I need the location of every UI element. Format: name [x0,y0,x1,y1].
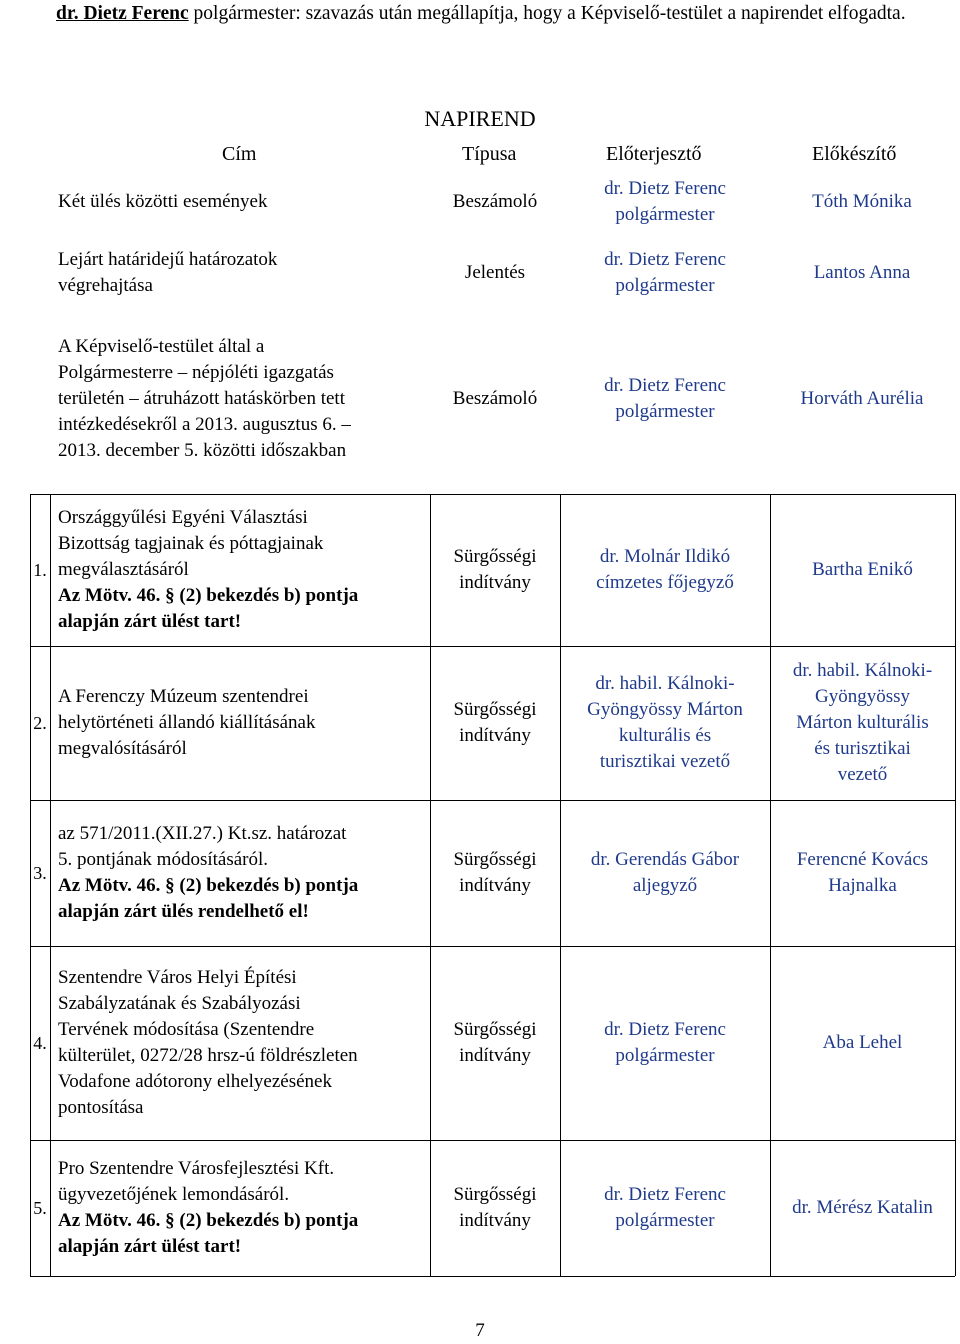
text-line: intézkedésekről a 2013. augusztus 6. – [58,414,351,435]
item-number: 1. [33,560,47,580]
item-number: 2. [33,713,47,733]
text-line: Lantos Anna [813,262,911,283]
header-cim: Cím [222,143,257,165]
text-line: dr. Dietz Ferenc [604,178,726,199]
text-line: dr. habil. Kálnoki- [792,660,933,681]
text-line: A Képviselő-testület által a [58,336,265,357]
text-line: A Ferenczy Múzeum szentendrei [58,686,309,707]
pre-item-preparer-text [801,386,924,412]
text-line: Gyöngyössy [814,686,910,707]
text-line: dr. Dietz Ferenc [604,249,726,270]
text-line: indítvány [459,725,531,746]
item-type-text [453,544,536,596]
text-line: az 571/2011.(XII.27.) Kt.sz. határozat [58,823,347,844]
text-line: 5. pontjának módosításáról. [58,849,269,870]
text-line: Ferencné Kovács [796,849,929,870]
pre-item-preparer-text [814,260,911,286]
pre-item-type: Beszámoló [452,191,538,212]
text-line: 2013. december 5. közötti időszakban [58,440,347,461]
text-line: dr. Molnár Ildikó [599,546,731,567]
text-line: és turisztikai [814,738,911,759]
text-line: külterület, 0272/28 hrsz-ú földrészleten [58,1045,358,1066]
item-type-text [453,1017,536,1069]
item-presenter [560,494,770,646]
text-line: indítvány [459,572,531,593]
pre-item-preparer [762,332,960,466]
item-presenter [560,1140,770,1276]
item-preparer [770,646,955,800]
text-line: polgármester [615,1210,715,1231]
item-preparer-text [792,1195,933,1221]
pre-item-preparer-text [812,189,912,215]
item-preparer-text [812,557,913,583]
item-type [430,1140,560,1276]
text-line: ügyvezetőjének lemondásáról. [58,1184,290,1205]
item-presenter-text [596,544,734,596]
text-line: dr. habil. Kálnoki- [595,673,735,694]
pre-item-presenter [570,246,760,300]
item-type-text [453,697,536,749]
pre-item-preparer [762,246,960,300]
text-line: területén – átruházott hatáskörben tett [58,388,345,409]
column-divider [955,494,956,1276]
text-line: Szabályzatának és Szabályozási [58,993,301,1014]
item-title-text [58,965,358,1121]
page-number: 7 [475,1320,485,1341]
text-line: Bartha Enikő [812,559,913,580]
text-line: dr. Mérész Katalin [792,1197,933,1218]
text-line: Sürgősségi [453,1019,537,1040]
text-line: címzetes főjegyző [596,572,734,593]
text-line: Az Mötv. 46. § (2) bekezdés b) pontja [58,585,359,606]
pre-item-type: Jelentés [464,262,526,283]
text-line: Horváth Aurélia [800,388,924,409]
item-type-text [453,1182,536,1234]
pre-item-preparer [762,176,960,228]
item-preparer [770,800,955,946]
intro-paragraph [56,0,934,27]
item-title-text [58,821,358,925]
item-number: 4. [33,1033,47,1053]
pre-item-type: Beszámoló [452,388,538,409]
pre-item-title [58,246,428,300]
item-title [58,800,426,946]
text-line: Tóth Mónika [812,191,912,212]
item-preparer [770,494,955,646]
text-line: dr. Dietz Ferenc [604,1019,726,1040]
text-line: Gyöngyössy Márton [587,699,743,720]
text-line: dr. Gerendás Gábor [590,849,740,870]
item-preparer [770,946,955,1140]
item-presenter [560,646,770,800]
intro-text: polgármester: szavazás után megállapítja, hogy a Képviselő-testület a napirendet elfogadta. [188,3,906,24]
pre-item-title-text [58,247,277,299]
text-line: polgármester [615,204,715,225]
text-line: végrehajtása [58,275,153,296]
item-type [430,800,560,946]
text-line: Országgyűlési Egyéni Választási [58,507,308,528]
text-line: turisztikai vezető [599,751,731,772]
text-line: polgármester [615,275,715,296]
text-line: Sürgősségi [453,546,537,567]
text-line: Polgármesterre – népjóléti igazgatás [58,362,334,383]
item-preparer-text [797,847,928,899]
agenda-title: NAPIREND [424,106,536,131]
item-preparer-text [823,1030,903,1056]
item-presenter-text [591,847,739,899]
text-line: indítvány [459,875,531,896]
text-line: polgármester [615,401,715,422]
pre-item-presenter [570,176,760,228]
item-number: 3. [33,863,47,883]
item-preparer [770,1140,955,1276]
text-line: Az Mötv. 46. § (2) bekezdés b) pontja [58,1210,359,1231]
text-line: Vodafone adótorony elhelyezésének [58,1071,332,1092]
text-line: dr. Dietz Ferenc [604,375,726,396]
text-line: aljegyző [632,875,698,896]
text-line: indítvány [459,1045,531,1066]
item-presenter [560,946,770,1140]
text-line: alapján zárt ülés rendelhető el! [58,901,309,922]
item-presenter [560,800,770,946]
pre-item-presenter-text [604,247,726,299]
header-eloterjeszto: Előterjesztő [606,143,702,165]
item-number: 5. [33,1198,47,1218]
item-presenter-text [604,1182,726,1234]
text-line: kulturális és [618,725,712,746]
item-presenter-text [604,1017,726,1069]
text-line: Márton kulturális [796,712,929,733]
text-line: Sürgősségi [453,1184,537,1205]
text-line: Az Mötv. 46. § (2) bekezdés b) pontja [58,875,359,896]
text-line: pontosítása [58,1097,144,1118]
item-title-text [58,505,358,635]
pre-item-title [58,176,428,228]
text-line: Sürgősségi [453,699,537,720]
pre-item-presenter-text [604,176,726,228]
pre-item-presenter-text [604,373,726,425]
item-presenter-text [587,671,743,775]
text-line: megválasztásáról [58,559,189,580]
text-line: Szentendre Város Helyi Építési [58,967,297,988]
item-type [430,494,560,646]
text-line: vezető [837,764,888,785]
text-line: Pro Szentendre Városfejlesztési Kft. [58,1158,335,1179]
item-title-text [58,684,315,762]
item-preparer-text [793,658,932,788]
header-elokeszito: Előkészítő [812,143,897,165]
text-line: Sürgősségi [453,849,537,870]
text-line: dr. Dietz Ferenc [604,1184,726,1205]
intro-speaker: dr. Dietz Ferenc [56,3,189,24]
text-line: alapján zárt ülést tart! [58,611,242,632]
text-line: polgármester [615,1045,715,1066]
text-line: Hajnalka [828,875,897,896]
pre-item-presenter [570,332,760,466]
pre-item-title-text: Két ülés közötti események [58,191,268,212]
column-divider [50,494,51,1276]
item-title [58,1140,426,1276]
item-type-text [453,847,536,899]
text-line: helytörténeti állandó kiállításának [58,712,316,733]
item-title [58,946,426,1140]
item-title [58,494,426,646]
text-line: alapján zárt ülést tart! [58,1236,242,1257]
item-title [58,646,426,800]
item-type [430,646,560,800]
text-line: indítvány [459,1210,531,1231]
item-title-text [58,1156,358,1260]
text-line: Lejárt határidejű határozatok [58,249,278,270]
pre-item-title [58,332,428,466]
text-line: Aba Lehel [822,1032,903,1053]
pre-item-title-text [58,334,351,464]
row-divider [30,1276,955,1277]
text-line: megvalósításáról [58,738,187,759]
text-line: Tervének módosítása (Szentendre [58,1019,315,1040]
item-type [430,946,560,1140]
text-line: Bizottság tagjainak és póttagjainak [58,533,324,554]
header-tipusa: Típusa [462,143,517,165]
